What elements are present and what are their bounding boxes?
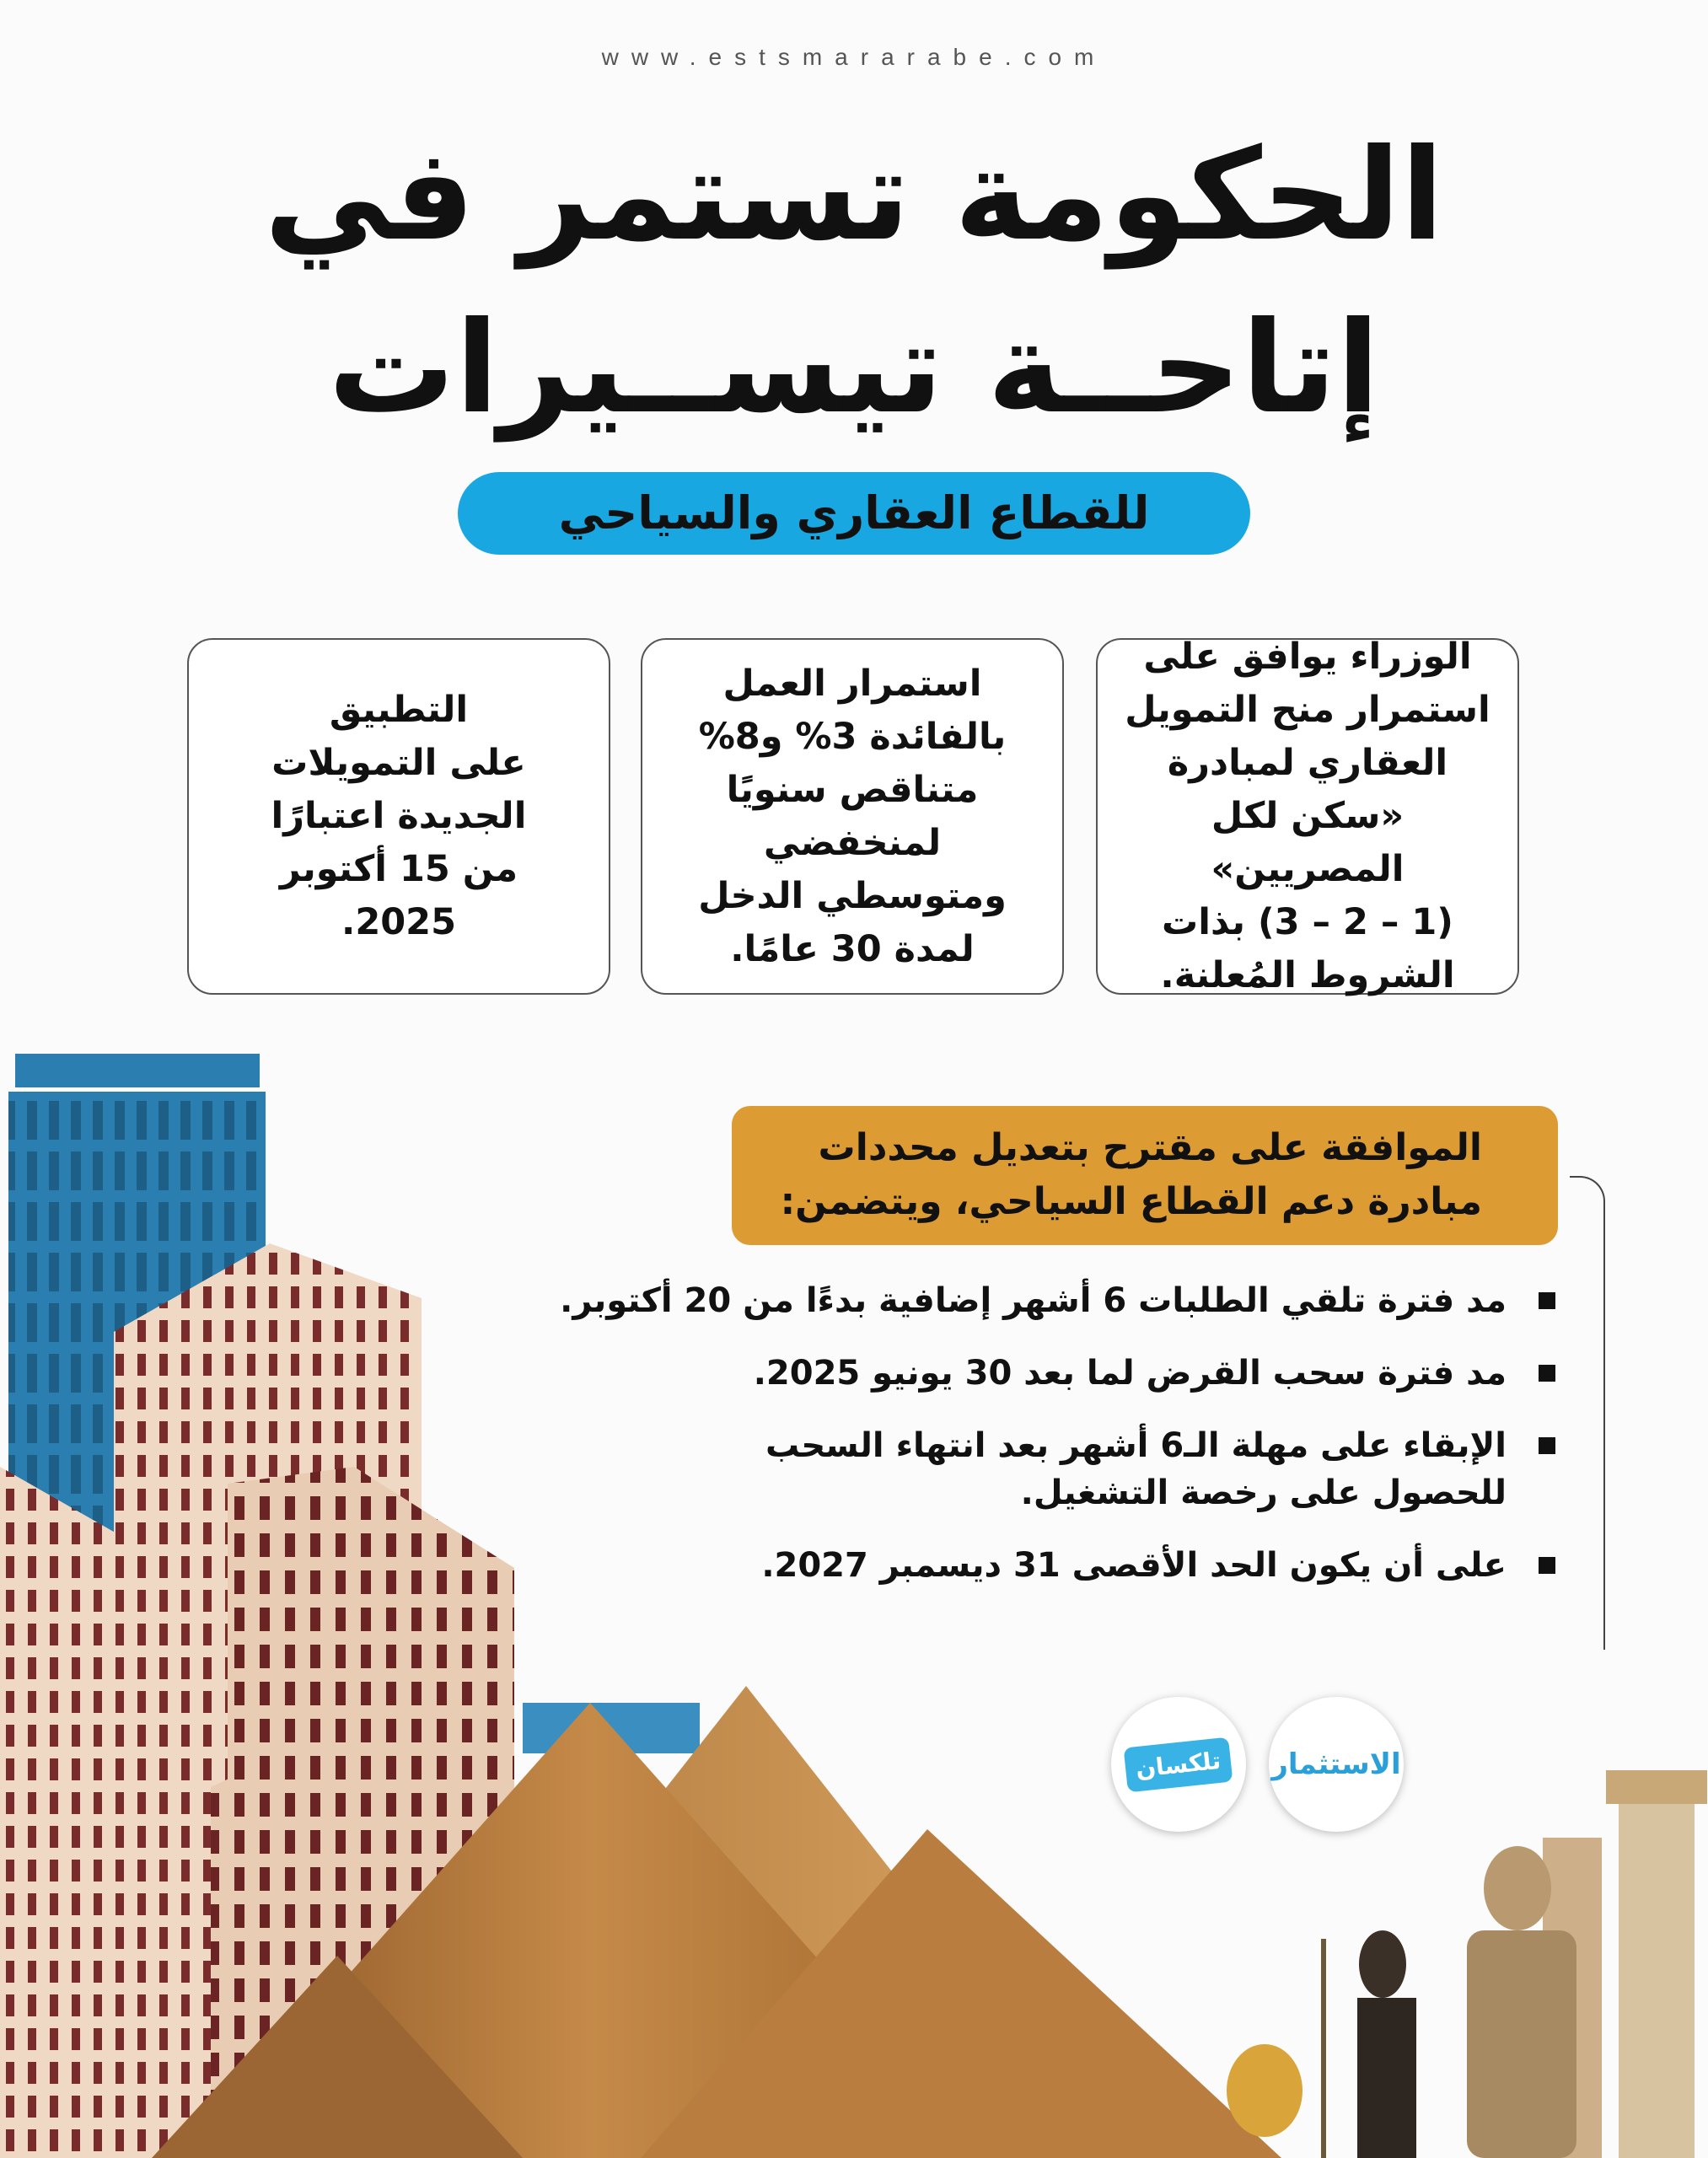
telexan-logo-text: تلكسان [1124, 1737, 1233, 1792]
bullet-icon [1539, 1557, 1555, 1574]
main-title [169, 110, 1539, 455]
bullet-icon [1539, 1437, 1555, 1454]
tourism-heading-box: الموافقة على مقترح بتعديل محددات مبادرة دعم القطاع السياحي، ويتضمن: [732, 1106, 1558, 1245]
info-card-housing [1096, 638, 1519, 995]
info-card-text: استمرار العمل بالفائدة 3% و8% متناقص سنويًا لمنخفضي ومتوسطي الدخل لمدة 30 عامًا. [698, 662, 1007, 970]
telexan-logo[interactable] [1111, 1697, 1246, 1832]
list-item: على أن يكون الحد الأقصى 31 ديسمبر 2027. [540, 1542, 1555, 1589]
bullet-icon [1539, 1365, 1555, 1382]
site-url[interactable]: www.estsmararabe.com [601, 44, 1107, 70]
info-card-interest [641, 638, 1064, 995]
alestethmar-logo[interactable] [1269, 1697, 1404, 1832]
info-card-text: الوزراء يوافق على استمرار منح التمويل العقاري لمبادرة «سكن لكل المصريين» (1 – 2 – 3) بذات الشروط المُعلنة. [1125, 636, 1490, 996]
title-line-1: الحكومة تستمر في [264, 122, 1444, 269]
info-card-application [187, 638, 610, 995]
bullet-icon [1539, 1292, 1555, 1309]
bracket-line [1570, 1176, 1605, 1650]
list-item: الإبقاء على مهلة الـ6 أشهر بعد انتهاء السحب للحصول على رخصة التشغيل. [540, 1422, 1555, 1517]
title-line-2: إتاحــة تيســيرات [328, 295, 1380, 442]
alestethmar-logo-text: الاستثمار [1271, 1747, 1401, 1781]
list-item: مد فترة تلقي الطلبات 6 أشهر إضافية بدءًا من 20 أكتوبر. [540, 1277, 1555, 1324]
info-card-text: التطبيق على التمويلات الجديدة اعتبارًا من 15 أكتوبر 2025. [271, 689, 527, 943]
egyptian-statues [1227, 1770, 1707, 2158]
tourism-bullet-list [540, 1277, 1555, 1614]
subtitle-pill: للقطاع العقاري والسياحي [458, 472, 1250, 555]
list-item: مد فترة سحب القرض لما بعد 30 يونيو 2025. [540, 1350, 1555, 1397]
